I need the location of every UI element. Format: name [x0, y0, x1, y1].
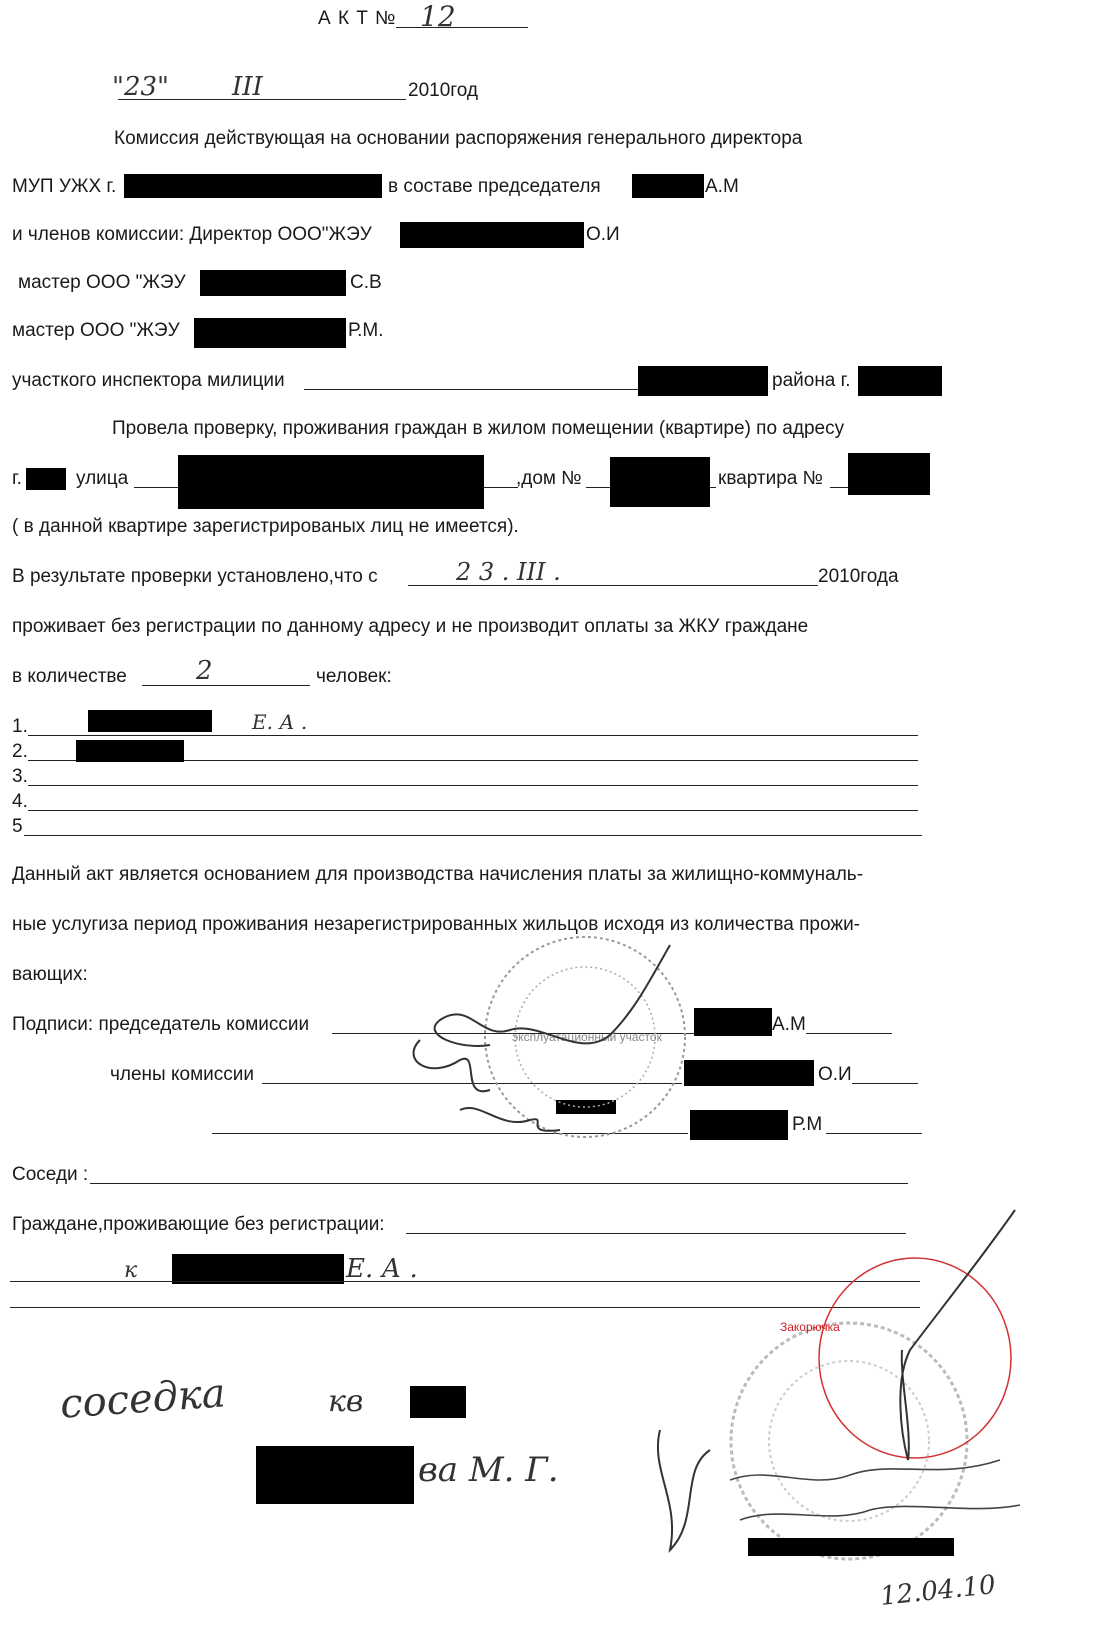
- list-number-3: 3.: [12, 766, 28, 787]
- redaction-block: [88, 710, 212, 732]
- inspection-result-label: В результате проверки установлено,что с: [12, 566, 378, 587]
- act-number-handwritten: 12: [420, 0, 456, 33]
- list-number-1: 1.: [12, 716, 28, 737]
- inspection-line: Провела проверку, проживания граждан в жилом помещении (квартире) по адресу: [112, 418, 845, 439]
- neighbors-label: Соседи :: [12, 1164, 89, 1185]
- street-label: улица: [76, 468, 129, 489]
- district-label: района г.: [772, 370, 851, 391]
- commission-line: Комиссия действующая на основании распоряжения генерального директора: [114, 128, 803, 149]
- org-label: МУП УЖХ г.: [12, 176, 117, 197]
- redaction-block: [400, 222, 584, 248]
- persons-label: человек:: [316, 666, 392, 687]
- annotation-label: Закорючка: [780, 1320, 840, 1334]
- year-2010-label: 2010года: [818, 566, 899, 587]
- apartment-label: квартира №: [718, 468, 824, 489]
- house-label: ,дом №: [516, 468, 582, 489]
- redaction-block: [632, 174, 704, 198]
- chairman-label: в составе председателя: [388, 176, 601, 197]
- redaction-block: [638, 366, 768, 396]
- redaction-block: [848, 453, 930, 495]
- citizen-handwritten-prefix: к: [124, 1258, 138, 1283]
- master-2-initials: Р.М.: [348, 320, 384, 341]
- city-label: г.: [12, 468, 22, 489]
- quantity-handwritten: 2: [196, 656, 213, 686]
- redaction-block: [194, 318, 346, 348]
- quantity-label: в количестве: [12, 666, 127, 687]
- sig-member-initials-1: О.И: [818, 1064, 852, 1085]
- redaction-block: [26, 468, 66, 490]
- redaction-block: [256, 1446, 414, 1504]
- signature-scribbles: [400, 940, 720, 1150]
- citizen-handwritten-initials: Е. А .: [346, 1254, 418, 1284]
- redaction-block: [172, 1254, 344, 1284]
- redaction-block: [410, 1386, 466, 1418]
- sig-chairman-initials: А.М: [772, 1014, 806, 1035]
- sig-member-initials-2: Р.М: [792, 1114, 823, 1135]
- list-number-2: 2.: [12, 741, 28, 762]
- redaction-block: [178, 455, 484, 509]
- master-1-label: мастер ООО "ЖЭУ: [18, 272, 186, 293]
- master-2-label: мастер ООО "ЖЭУ: [12, 320, 180, 341]
- master-1-initials: С.В: [350, 272, 382, 293]
- date-day-handwritten: "23": [112, 72, 170, 102]
- redaction-block: [124, 174, 382, 198]
- director-initials: О.И: [586, 224, 620, 245]
- list-1-initials-handwritten: Е. А .: [252, 710, 308, 734]
- neighbor-note-handwritten: соседка: [58, 1370, 228, 1428]
- redaction-block: [610, 457, 710, 507]
- redaction-block: [76, 740, 184, 762]
- police-inspector-label: участкого инспектора милиции: [12, 370, 285, 391]
- redaction-block: [748, 1538, 954, 1556]
- chairman-initials: А.М: [705, 176, 739, 197]
- basis-paragraph-1: Данный акт является основанием для производства начисления платы за жилищно-коммуналь-: [12, 864, 864, 885]
- list-number-5: 5: [12, 816, 23, 837]
- date-month-handwritten: III: [232, 72, 263, 102]
- apartment-note-handwritten: кв: [328, 1384, 364, 1419]
- bottom-signatures: [640, 1410, 1080, 1600]
- no-registered-note: ( в данной квартире зарегистрированых лиц не имеется).: [12, 516, 519, 537]
- start-date-handwritten: 2 3 . III .: [456, 558, 561, 586]
- citizens-label: Граждане,проживающие без регистрации:: [12, 1214, 385, 1235]
- living-without-registration: проживает без регистрации по данному адресу и не производит оплаты за ЖКУ граждане: [12, 616, 809, 637]
- redaction-block: [858, 366, 942, 396]
- stamp-text: эксплуатационный участок: [512, 1030, 662, 1044]
- members-signature-label: члены комиссии: [110, 1064, 254, 1085]
- bottom-date-handwritten: 12.04.10: [878, 1570, 998, 1612]
- basis-paragraph-2: ные услугиза период проживания незарегистрированных жильцов исходя из количества прожи-: [12, 914, 861, 935]
- neighbor-name-handwritten: ва М. Г.: [418, 1450, 559, 1490]
- date-year-label: 2010год: [408, 80, 479, 101]
- redaction-block: [200, 270, 346, 296]
- act-title: А К Т №: [318, 8, 397, 29]
- members-label: и членов комиссии: Директор ООО"ЖЭУ: [12, 224, 372, 245]
- basis-paragraph-3: вающих:: [12, 964, 88, 985]
- chairman-signature-label: Подписи: председатель комиссии: [12, 1014, 310, 1035]
- list-number-4: 4.: [12, 791, 28, 812]
